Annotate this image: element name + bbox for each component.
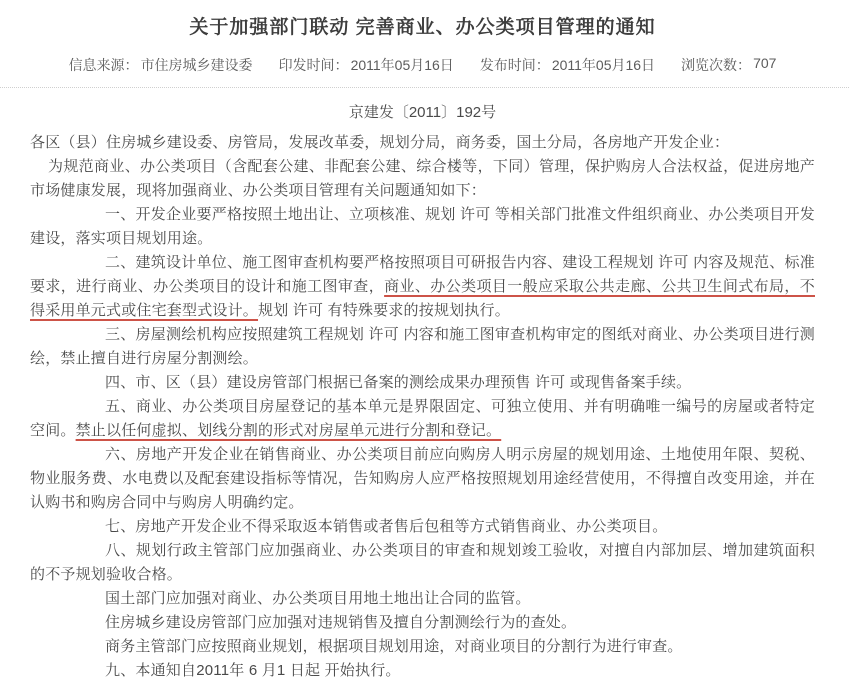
paragraph-text: 各区（县）住房城乡建设委、房管局，发展改革委，规划分局，商务委，国土分局，各房地产开发企业：: [30, 134, 730, 151]
paragraph-text: 九、本通知自2011年 6 月1 日起 开始执行。: [105, 662, 401, 679]
document-paragraph: [30, 635, 815, 659]
meta-source-label: 信息来源：: [68, 57, 139, 73]
paragraph-text: 为规范商业、办公类项目（含配套公建、非配套公建、综合楼等，下同）管理，保护购房人合法权益，促进房地产市场健康发展，现将加强商业、办公类项目管理有关问题通知如下：: [30, 158, 815, 199]
page-title: 关于加强部门联动 完善商业、办公类项目管理的通知: [189, 17, 656, 38]
document-number: 京建发〔2011〕192号: [348, 104, 497, 121]
document-paragraph: [30, 203, 815, 251]
paragraph-text: 二、建筑设计单位、施工图审查机构要严格按照项目可研报告内容、建设工程规划 许可 内容及规范、标准要求，进行商业、办公类项目的设计和施工图审查，: [30, 254, 815, 295]
meta-print-date: [279, 55, 454, 75]
red-underline-annotation: 商业、办公类项目一般应采取公共走廊、公共卫生间式布局，不得采用单元式或住宅套型式设计。: [30, 278, 815, 319]
document-paragraph: [30, 131, 815, 155]
red-underline-annotation: 禁止以任何虚拟、划线分割的形式对房屋单元进行分割和登记。: [75, 422, 502, 439]
paragraph-text: 住房城乡建设房管部门应加强对违规销售及擅自分割测绘行为的查处。: [105, 614, 577, 631]
document-paragraph: [30, 251, 815, 323]
document-paragraph: [30, 515, 815, 539]
meta-view-count: [681, 55, 776, 75]
document-paragraph: [30, 155, 815, 203]
meta-publish-date-value: 2011年05月16日: [551, 57, 656, 73]
document-paragraph: [30, 395, 815, 443]
meta-source: [69, 55, 253, 75]
document-paragraph: [30, 443, 815, 515]
document-paragraph: [30, 539, 815, 587]
document-paragraph: [30, 371, 815, 395]
paragraph-text: 六、房地产开发企业在销售商业、办公类项目前应向购房人明示房屋的规划用途、土地使用年限、契税、物业服务费、水电费以及配套建设指标等情况，告知购房人应严格按照规划用途经营使用，不得擅自改变用途，并在认购书和购房合同中与购房人明确约定。: [30, 446, 815, 511]
paragraph-text: 规划 许可 有特殊要求的按规划执行。: [258, 302, 510, 319]
meta-publish-date-label: 发布时间：: [479, 57, 550, 73]
paragraph-text: 八、规划行政主管部门应加强商业、办公类项目的审查和规划竣工验收，对擅自内部加层、增加建筑面积的不予规划验收合格。: [30, 542, 815, 583]
document-paragraph: [30, 611, 815, 635]
meta-print-date-label: 印发时间：: [278, 57, 349, 73]
meta-bar: [30, 53, 815, 87]
paragraph-text: 国土部门应加强对商业、办公类项目用地土地出让合同的监管。: [105, 590, 531, 607]
meta-print-date-value: 2011年05月16日: [350, 57, 454, 73]
document-paragraph: [30, 659, 815, 683]
meta-view-count-label: 浏览次数：: [681, 57, 752, 73]
document-body: [30, 131, 815, 683]
paragraph-text: 七、房地产开发企业不得采取返本销售或者售后包租等方式销售商业、办公类项目。: [105, 518, 668, 535]
paragraph-text: 商务主管部门应按照商业规划，根据项目规划用途，对商业项目的分割行为进行审查。: [105, 638, 683, 655]
meta-source-value: 市住房城乡建设委: [140, 57, 253, 73]
paragraph-text: 四、市、区（县）建设房管部门根据已备案的测绘成果办理预售 许可 或现售备案手续。: [105, 374, 692, 391]
document-paragraph: [30, 323, 815, 371]
paragraph-text: 一、开发企业要严格按照土地出让、立项核准、规划 许可 等相关部门批准文件组织商业、办公类项目开发建设，落实项目规划用途。: [30, 206, 815, 247]
meta-view-count-value: 707: [753, 55, 777, 71]
paragraph-text: 三、房屋测绘机构应按照建筑工程规划 许可 内容和施工图审查机构审定的图纸对商业、办公类项目进行测绘，禁止擅自进行房屋分割测绘。: [30, 326, 815, 367]
document-paragraph: [30, 587, 815, 611]
meta-publish-date: [480, 55, 655, 75]
paragraph-text: 五、商业、办公类项目房屋登记的基本单元是界限固定、可独立使用、并有明确唯一编号的房屋或者特定空间。: [30, 398, 815, 439]
